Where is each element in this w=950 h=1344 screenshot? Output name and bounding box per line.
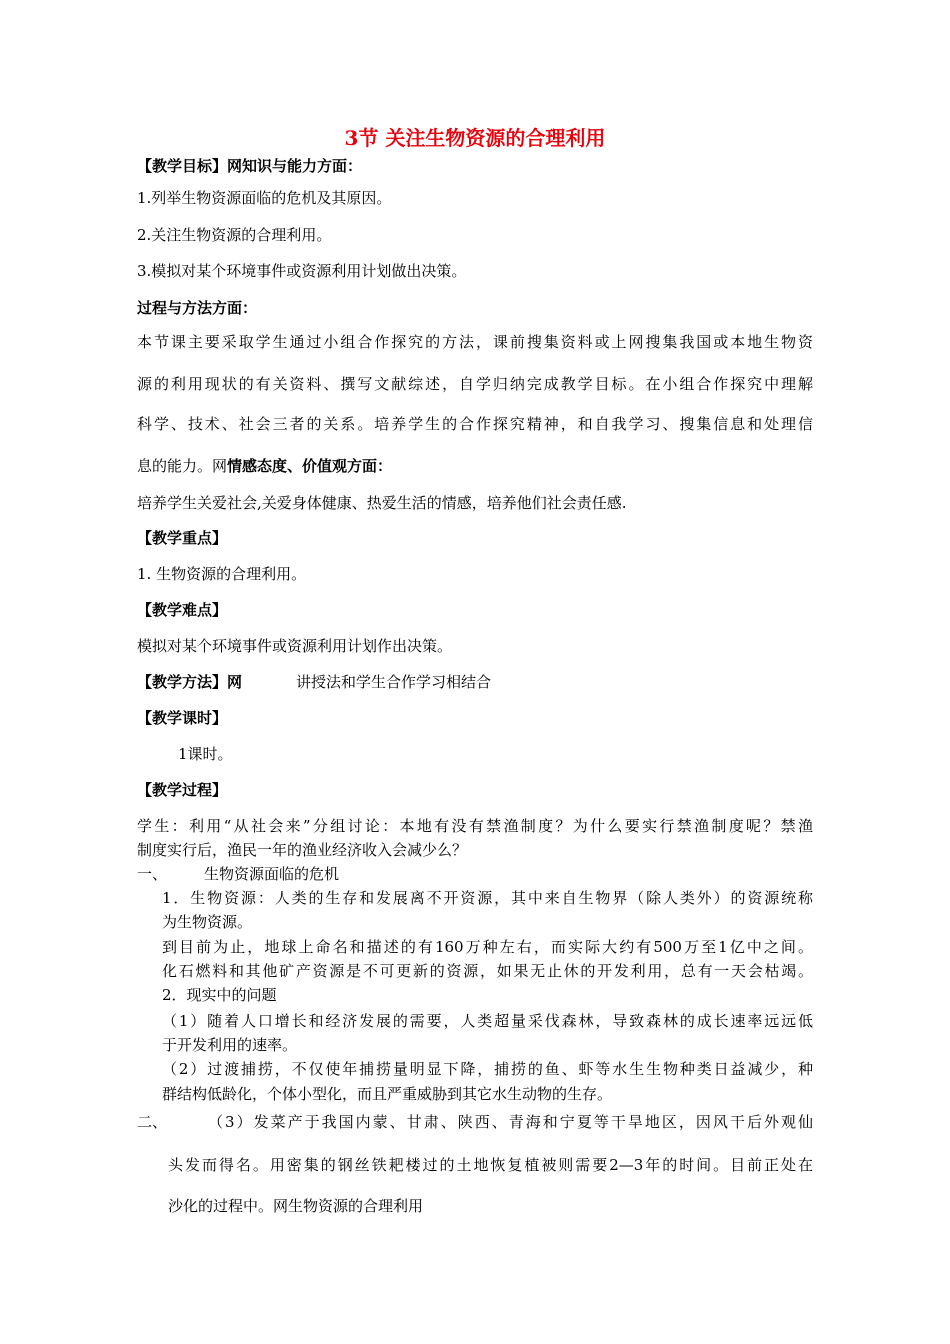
paragraph-line: （3）发菜产于我国内蒙、甘肃、陕西、青海和宁夏等干旱地区，因风干后外观仙 (208, 1113, 813, 1131)
section-number: 二、 (137, 1113, 168, 1131)
paragraph-line: 群结构低龄化，个体小型化，而且严重威胁到其它水生动物的生存。 (162, 1085, 613, 1103)
paragraph-line: 头发而得名。用密集的钢丝铁耙楼过的土地恢复植被则需要2—3年的时间。目前正处在 (168, 1156, 813, 1174)
process-heading: 【教学过程】 (137, 781, 228, 799)
section-number: 一、 (137, 865, 168, 883)
objective-item: 3.模拟对某个环境事件或资源利用计划做出决策。 (137, 262, 467, 280)
paragraph-line: 科学、技术、社会三者的关系。培养学生的合作探究精神，和自我学习、搜集信息和处理信 (137, 415, 813, 433)
paragraph-line: 沙化的过程中。网生物资源的合理利用 (168, 1197, 424, 1215)
hours-text: 1课时。 (178, 745, 233, 763)
key-points-text: 1. 生物资源的合理利用。 (137, 565, 307, 583)
paragraph-line: 学生：利用“从社会来”分组讨论：本地有没有禁渔制度？为什么要实行禁渔制度呢？禁渔 (137, 817, 813, 835)
objectives-heading: 【教学目标】网知识与能力方面： (137, 157, 363, 175)
page-title: 3节 关注生物资源的合理利用 (344, 126, 606, 150)
key-points-heading: 【教学重点】 (137, 529, 228, 547)
paragraph-line: 制度实行后，渔民一年的渔业经济收入会减少么？ (137, 841, 468, 859)
emotion-text: 培养学生关爱社会,关爱身体健康、热爱生活的情感，培养他们社会责任感. (137, 494, 627, 512)
emotion-heading: 情感态度、价值观方面： (227, 457, 393, 475)
method-text: 讲授法和学生合作学习相结合 (296, 673, 492, 691)
section-title: 生物资源面临的危机 (204, 865, 340, 883)
paragraph-line: 源的利用现状的有关资料、撰写文献综述，自学归纳完成教学目标。在小组合作探究中理解 (137, 375, 813, 393)
paragraph-line: 2．现实中的问题 (162, 986, 277, 1004)
paragraph-line: （1）随着人口增长和经济发展的需要，人类超量采伐森林，导致森林的成长速率远远低 (162, 1012, 813, 1030)
paragraph-line (137, 456, 392, 476)
paragraph-line: 化石燃料和其他矿产资源是不可更新的资源，如果无止休的开发利用，总有一天会枯竭。 (162, 962, 813, 980)
paragraph-line: 到目前为止，地球上命名和描述的有160万种左右，而实际大约有500万至1亿中之间。 (162, 938, 813, 956)
method-heading: 【教学方法】网 (137, 673, 243, 691)
process-method-heading: 过程与方法方面： (137, 299, 258, 317)
hours-heading: 【教学课时】 (137, 709, 228, 727)
paragraph-line: 于开发利用的速率。 (162, 1036, 298, 1054)
difficulties-heading: 【教学难点】 (137, 601, 228, 619)
paragraph-line-prefix: 息的能力。网 (137, 457, 228, 475)
difficulties-text: 模拟对某个环境事件或资源利用计划作出决策。 (137, 637, 453, 655)
paragraph-line: （2）过渡捕捞，不仅使年捕捞量明显下降，捕捞的鱼、虾等水生生物种类日益减少，种 (162, 1060, 813, 1078)
paragraph-line: 1．生物资源：人类的生存和发展离不开资源，其中来自生物界（除人类外）的资源统称 (162, 889, 813, 907)
objective-item: 2.关注生物资源的合理利用。 (137, 226, 332, 244)
paragraph-line: 本节课主要采取学生通过小组合作探究的方法，课前搜集资料或上网搜集我国或本地生物资 (137, 333, 813, 351)
objective-item: 1.列举生物资源面临的危机及其原因。 (137, 189, 392, 207)
paragraph-line: 为生物资源。 (162, 913, 253, 931)
